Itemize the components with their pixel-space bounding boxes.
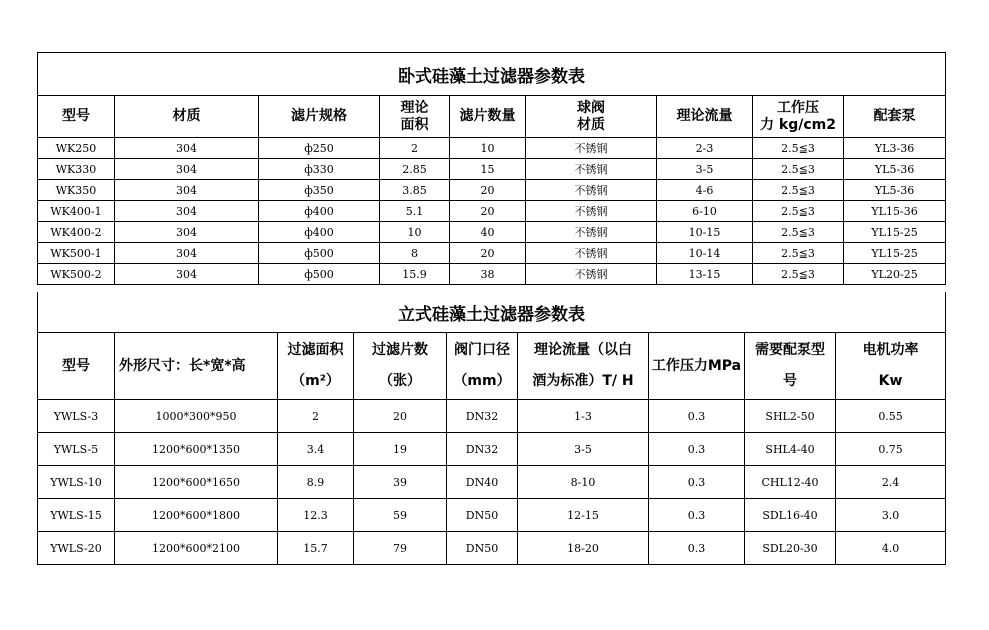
table-cell: 8-10 [518,466,649,499]
table-cell: DN32 [447,433,518,466]
table-cell: YWLS-10 [38,466,115,499]
table-cell: ф400 [259,201,380,222]
table-cell: 10-15 [657,222,753,243]
table-cell: 0.55 [836,400,946,433]
table-row [38,180,946,201]
table-cell: ф250 [259,138,380,159]
table-cell: 39 [354,466,447,499]
table-cell: 0.3 [649,400,745,433]
table-cell: 3.4 [278,433,354,466]
table-cell: 12.3 [278,499,354,532]
table2-header-row [38,333,946,400]
table-cell: 2.5≦3 [753,180,844,201]
table-cell: WK330 [38,159,115,180]
table-cell: 5.1 [380,201,450,222]
table-cell: 304 [115,180,259,201]
table2-header-cell: 需要配泵型 号 [745,333,836,400]
table-cell: 2.5≦3 [753,138,844,159]
table-row [38,499,946,532]
table-cell: 304 [115,138,259,159]
table-cell: WK250 [38,138,115,159]
table1-header-cell: 球阀 材质 [526,96,657,138]
table-cell: SDL20-30 [745,532,836,565]
table-cell: 3-5 [518,433,649,466]
table-cell: ф350 [259,180,380,201]
table1-body [38,138,946,285]
table-cell: 0.3 [649,532,745,565]
table-cell: 1200*600*1650 [115,466,278,499]
table2-header-cell: 工作压力MPa [649,333,745,400]
table-cell: 15.7 [278,532,354,565]
table-cell: 2.5≦3 [753,264,844,285]
table-cell: 不锈钢 [526,264,657,285]
table-row [38,159,946,180]
table-cell: 1-3 [518,400,649,433]
table-cell: 59 [354,499,447,532]
table2-header-cell: 型号 [38,333,115,400]
table-row [38,433,946,466]
table-cell: 不锈钢 [526,159,657,180]
table-cell: 不锈钢 [526,243,657,264]
table-cell: 2.5≦3 [753,243,844,264]
table-cell: 304 [115,159,259,180]
table-cell: YL15-36 [844,201,946,222]
table1-header-cell: 材质 [115,96,259,138]
table-cell: DN50 [447,499,518,532]
table-cell: ф330 [259,159,380,180]
table-cell: 20 [450,180,526,201]
table-cell: 8 [380,243,450,264]
table-cell: WK500-2 [38,264,115,285]
table-cell: 13-15 [657,264,753,285]
table-cell: ф400 [259,222,380,243]
table-cell: 2 [380,138,450,159]
table-cell: 38 [450,264,526,285]
table-row [38,466,946,499]
table-cell: YL3-36 [844,138,946,159]
table2-header-cell: 阀门口径 （mm） [447,333,518,400]
table-cell: SHL4-40 [745,433,836,466]
table-cell: 304 [115,243,259,264]
table-cell: 19 [354,433,447,466]
table-cell: 304 [115,264,259,285]
table-cell: WK400-2 [38,222,115,243]
table1-header-cell: 滤片规格 [259,96,380,138]
table1-header-cell: 滤片数量 [450,96,526,138]
table-cell: YWLS-20 [38,532,115,565]
table2-header-cell: 理论流量（以白 酒为标准）T/ H [518,333,649,400]
table-cell: 3.0 [836,499,946,532]
table-cell: YL15-25 [844,243,946,264]
table1-header-row [38,96,946,138]
table-row [38,138,946,159]
table-cell: 12-15 [518,499,649,532]
table-cell: 3.85 [380,180,450,201]
table-cell: 4.0 [836,532,946,565]
table-cell: 10 [380,222,450,243]
table-cell: YL15-25 [844,222,946,243]
table1-header-cell: 理论 面积 [380,96,450,138]
table-cell: YL20-25 [844,264,946,285]
table-cell: 3-5 [657,159,753,180]
table-cell: WK500-1 [38,243,115,264]
table1-header-cell: 工作压 力 kg/cm2 [753,96,844,138]
table-cell: WK400-1 [38,201,115,222]
table-cell: 2.85 [380,159,450,180]
table-cell: 1200*600*2100 [115,532,278,565]
table-cell: 不锈钢 [526,180,657,201]
table1-title: 卧式硅藻土过滤器参数表 [38,53,946,96]
table-cell: 79 [354,532,447,565]
table-cell: 2.5≦3 [753,201,844,222]
table-cell: CHL12-40 [745,466,836,499]
table-cell: 4-6 [657,180,753,201]
table2-title: 立式硅藻土过滤器参数表 [38,292,946,333]
table-cell: ф500 [259,264,380,285]
table-row [38,222,946,243]
table-cell: 1200*600*1350 [115,433,278,466]
table-cell: 不锈钢 [526,222,657,243]
table-cell: 2 [278,400,354,433]
table-cell: 2.5≦3 [753,159,844,180]
table2-header-cell: 过滤面积 （m²） [278,333,354,400]
table-cell: 1000*300*950 [115,400,278,433]
table-cell: 304 [115,201,259,222]
table-cell: SDL16-40 [745,499,836,532]
table-cell: DN50 [447,532,518,565]
table-cell: 不锈钢 [526,138,657,159]
table-cell: 2.4 [836,466,946,499]
table-cell: 304 [115,222,259,243]
table-cell: YWLS-15 [38,499,115,532]
table-cell: 8.9 [278,466,354,499]
table-cell: 10 [450,138,526,159]
table-cell: 不锈钢 [526,201,657,222]
table-cell: 1200*600*1800 [115,499,278,532]
table2-body [38,400,946,565]
table-cell: 0.75 [836,433,946,466]
table2-header-cell: 外形尺寸：长*宽*高 [115,333,278,400]
vertical-filter-table [37,292,946,565]
table-cell: 0.3 [649,466,745,499]
table1-header-cell: 配套泵 [844,96,946,138]
table-cell: WK350 [38,180,115,201]
table2-header-cell: 过滤片数 （张） [354,333,447,400]
table-cell: SHL2-50 [745,400,836,433]
table-cell: YL5-36 [844,180,946,201]
table-cell: 15 [450,159,526,180]
table1-header-cell: 理论流量 [657,96,753,138]
table-cell: 0.3 [649,433,745,466]
table-row [38,264,946,285]
table2-header-cell: 电机功率 Kw [836,333,946,400]
table-cell: 6-10 [657,201,753,222]
table-cell: YWLS-5 [38,433,115,466]
table-cell: 20 [354,400,447,433]
table-cell: 2.5≦3 [753,222,844,243]
table1-header-cell: 型号 [38,96,115,138]
table-cell: 0.3 [649,499,745,532]
table-cell: 2-3 [657,138,753,159]
table-cell: ф500 [259,243,380,264]
table-cell: YWLS-3 [38,400,115,433]
table-cell: 20 [450,201,526,222]
table-cell: 40 [450,222,526,243]
table-cell: 18-20 [518,532,649,565]
table-cell: DN32 [447,400,518,433]
horizontal-filter-table [37,52,946,285]
table-row [38,243,946,264]
table-row [38,532,946,565]
table-cell: 20 [450,243,526,264]
table-row [38,400,946,433]
table-cell: DN40 [447,466,518,499]
table-row [38,201,946,222]
table-cell: 15.9 [380,264,450,285]
table-cell: 10-14 [657,243,753,264]
table-cell: YL5-36 [844,159,946,180]
